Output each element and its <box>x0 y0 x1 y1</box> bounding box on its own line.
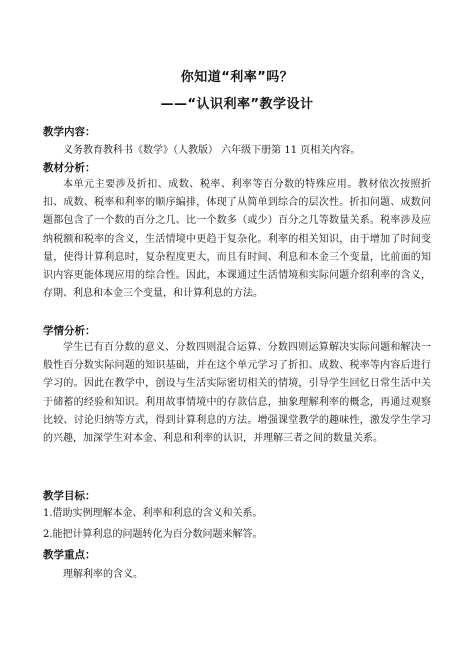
objective-item-1: 1.借助实例理解本金、利率和利息的含义和关系。 <box>43 508 263 519</box>
section-body-key-points: 理解利率的含义。 <box>63 569 143 580</box>
section-heading-objectives: 教学目标： <box>43 490 96 502</box>
section-body-content: 义务教育教科书《数学》（人教版） 六年级下册第 11 页相关内容。 <box>63 145 361 156</box>
section-heading-key-points: 教学重点： <box>43 549 96 561</box>
section-heading-textbook-analysis: 教材分析： <box>43 162 96 174</box>
section-heading-content: 教学内容： <box>43 126 96 138</box>
section-heading-student-analysis: 学情分析： <box>43 325 96 337</box>
document-title: 你知道“利率”吗？ <box>180 70 294 85</box>
section-body-student-analysis: 学生已有百分数的意义、分数四则混合运算、分数四则运算解决实际问题和解决一般性百分数实际问题的知识基础，并在这个单元学习了折扣、成数、税率等内容后进行学习的。因此在教学中，创设与生活实际密切相关的情境，引导学生回忆日常生活中关于储蓄的经验和知识。利用故事情境中的存款信息，抽象理解利率的概念，再通过观察比较、讨论归纳等方式，得到计算利息的方法。增强课堂教学的趣味性，激发学生学习的兴趣，加深学生对本金、利息和利率的认识，并理解三者之间的数量关系。 <box>43 342 431 445</box>
document-subtitle: ——“认识利率”教学设计 <box>160 97 314 112</box>
section-body-textbook-analysis: 本单元主要涉及折扣、成数、税率、利率等百分数的特殊应用。教材依次按照折扣、成数、税率和利率的顺序编排，体现了从简单到综合的层次性。折扣问题、成数问题都包含了一个数的百分之几、比一个数多（或少）百分之几等数量关系。税率涉及应纳税额和税率的含义，生活情境中更趋于复杂化。利率的相关知识，由于增加了时间变量，使得计算利息时，复杂程度更大，而且有时间、利息和本金三个变量，比前面的知识内容更能体现应用的综合性。因此，本课通过生活情境和实际问题介绍利率的含义，存期、利息和本金三个变量，和计算利息的方法。 <box>43 179 431 300</box>
objective-item-2: 2.能把计算利息的问题转化为百分数问题来解答。 <box>43 529 263 540</box>
